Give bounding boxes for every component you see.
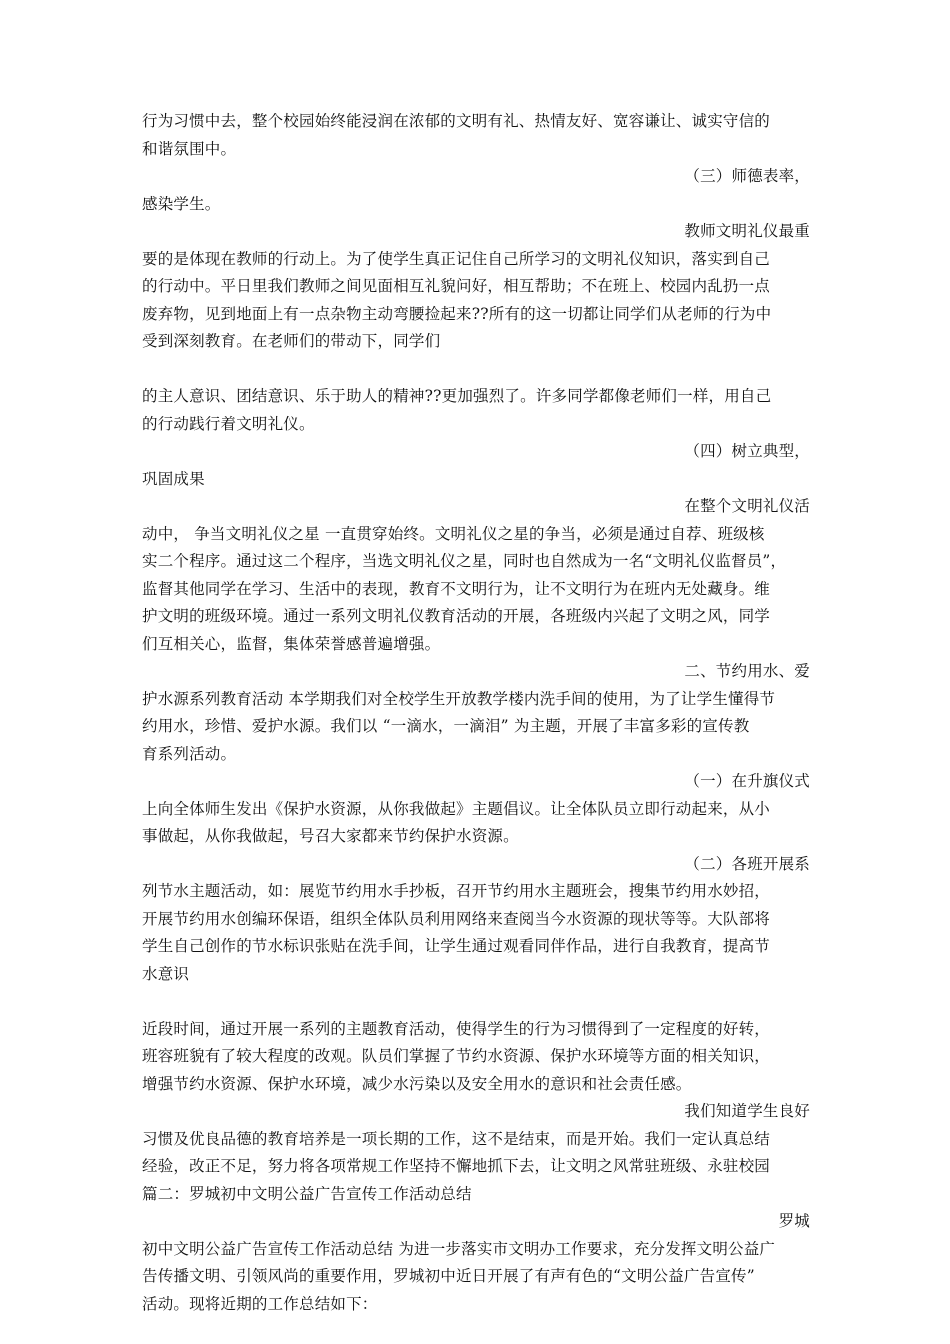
text-line-right: 教师文明礼仪最重	[684, 222, 810, 240]
text-line-right: 二、节约用水、爱	[684, 662, 810, 680]
text-line-right: 罗城	[778, 1212, 810, 1230]
paragraph-gap	[142, 988, 812, 1016]
text-line: 列节水主题活动，如：展览节约用水手抄板，召开节约用水主题班会，搜集节约用水妙招，	[142, 882, 771, 900]
text-line-right: 在整个文明礼仪活	[684, 497, 810, 515]
text-line: 学生自己创作的节水标识张贴在洗手间，让学生通过观看同伴作品，进行自我教育，提高节	[142, 937, 771, 955]
text-line: 活动。现将近期的工作总结如下：	[142, 1294, 378, 1313]
text-line: 习惯及优良品德的教育培养是一项长期的工作，这不是结束，而是开始。我们一定认真总结	[142, 1129, 771, 1148]
text-line: 废弃物，见到地面上有一点杂物主动弯腰捡起来??所有的这一切都让同学们从老师的行为中	[142, 304, 772, 323]
text-line: 要的是体现在教师的行动上。为了使学生真正记住自己所学习的文明礼仪知识，落实到自己	[142, 249, 771, 268]
document-body	[142, 108, 812, 1318]
text-line: 初中文明公益广告宣传工作活动总结 为进一步落实市文明办工作要求，充分发挥文明公益广	[142, 1239, 776, 1258]
text-line: 近段时间，通过开展一系列的主题教育活动，使得学生的行为习惯得到了一定程度的好转，	[142, 1019, 771, 1038]
text-line: 监督其他同学在学习、生活中的表现，教育不文明行为，让不文明行为在班内无处藏身。维	[142, 579, 771, 598]
text-line: 增强节约水资源、保护水环境，减少水污染以及安全用水的意识和社会责任感。	[142, 1074, 692, 1093]
text-line-right: （一）在升旗仪式	[684, 772, 810, 790]
text-line: 约用水，珍惜、爱护水源。我们以 “一滴水，一滴泪” 为主题，开展了丰富多彩的宣传教	[142, 717, 750, 735]
text-line: 感染学生。	[142, 194, 221, 213]
text-line: 和谐氛围中。	[142, 139, 237, 158]
text-line: 实二个程序。通过这二个程序，当选文明礼仪之星，同时也自然成为一名“文明礼仪监督员”，	[142, 552, 787, 570]
text-line: 巩固成果	[142, 469, 205, 488]
text-line: 开展节约用水创编环保语，组织全体队员利用网络来查阅当今水资源的现状等等。大队部将	[142, 909, 771, 928]
text-line: 上向全体师生发出《保护水资源，从你我做起》主题倡议。让全体队员立即行动起来，从小	[142, 799, 771, 818]
text-line-right: （四）树立典型，	[684, 442, 810, 460]
text-line: 经验，改正不足，努力将各项常规工作坚持不懈地抓下去，让文明之风常驻班级、永驻校园	[142, 1157, 771, 1175]
text-line: 行为习惯中去，整个校园始终能浸润在浓郁的文明有礼、热情友好、宽容谦让、诚实守信的	[142, 112, 771, 130]
text-line: 的行动中。平日里我们教师之间见面相互礼貌问好，相互帮助；不在班上、校园内乱扔一点	[142, 277, 771, 295]
text-line: 们互相关心，监督，集体荣誉感普遍增强。	[142, 634, 441, 653]
text-line: 动中， 争当文明礼仪之星 一直贯穿始终。文明礼仪之星的争当，必须是通过自荐、班级核	[142, 524, 765, 543]
text-line: 育系列活动。	[142, 744, 237, 763]
text-line-right: （三）师德表率，	[684, 167, 810, 185]
text-line: 水意识	[142, 964, 190, 983]
text-line: 告传播文明、引领风尚的重要作用，罗城初中近日开展了有声有色的“文明公益广告宣传”	[142, 1267, 755, 1285]
text-line: 篇二：罗城初中文明公益广告宣传工作活动总结	[142, 1184, 472, 1203]
text-line: 班容班貌有了较大程度的改观。队员们掌握了节约水资源、保护水环境等方面的相关知识，	[142, 1047, 771, 1065]
text-line-right: （二）各班开展系	[684, 854, 810, 873]
text-line: 的行动践行着文明礼仪。	[142, 414, 315, 433]
text-line: 事做起，从你我做起，号召大家都来节约保护水资源。	[142, 827, 519, 845]
text-line-right: 我们知道学生良好	[684, 1102, 810, 1120]
text-line: 护文明的班级环境。通过一系列文明礼仪教育活动的开展，各班级内兴起了文明之风，同学	[142, 607, 771, 625]
paragraph-gap	[142, 356, 812, 384]
text-line: 受到深刻教育。在老师们的带动下，同学们	[142, 332, 441, 350]
text-line: 的主人意识、团结意识、乐于助人的精神??更加强烈了。许多同学都像老师们一样，用自己	[142, 387, 772, 405]
text-line: 护水源系列教育活动 本学期我们对全校学生开放教学楼内洗手间的使用，为了让学生懂得节	[142, 689, 776, 708]
